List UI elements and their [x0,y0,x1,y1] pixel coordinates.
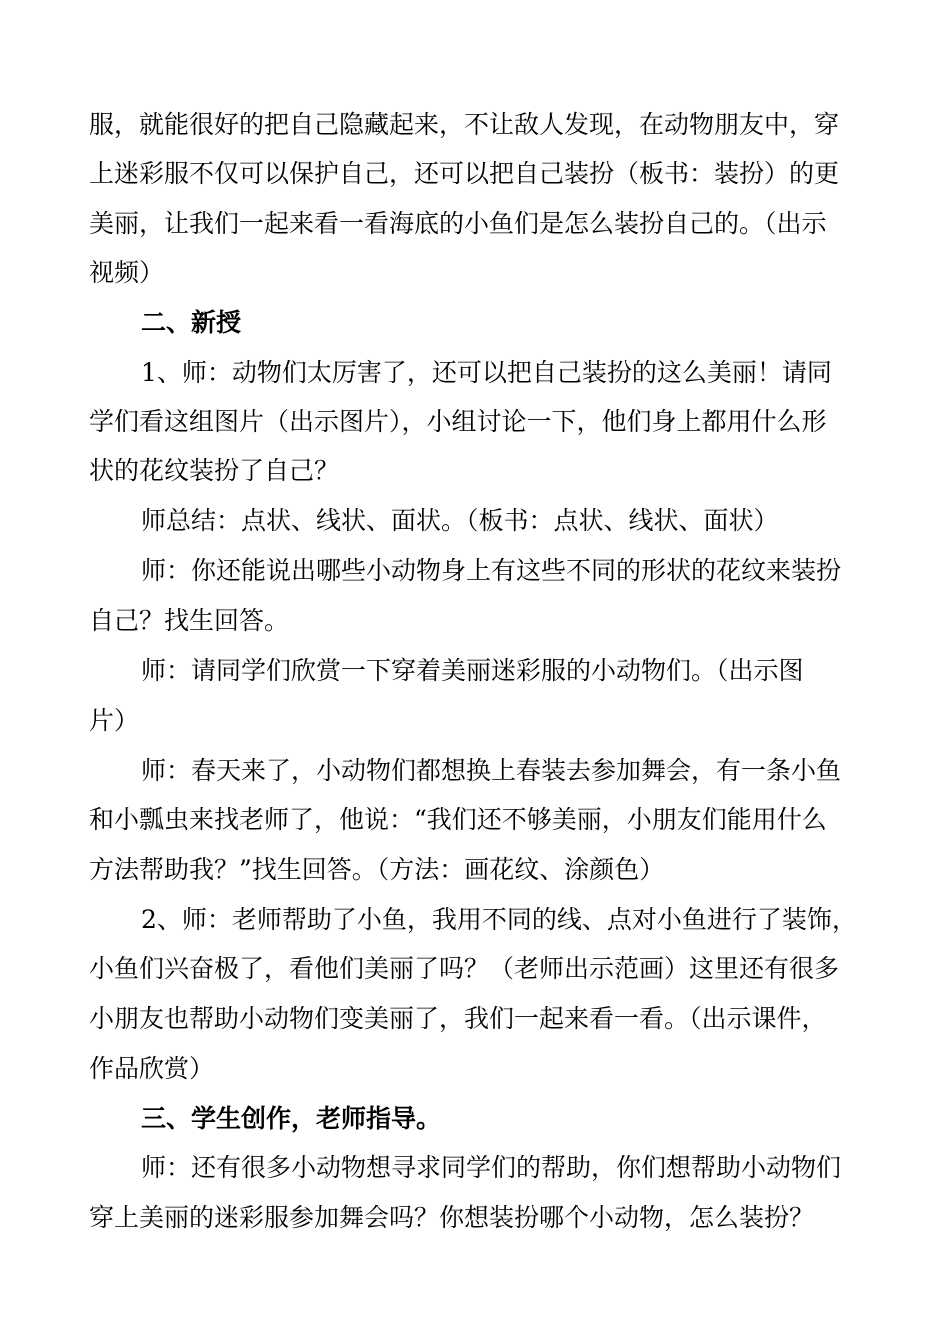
paragraph-line: 师：请同学们欣赏一下穿着美丽迷彩服的小动物们。（出示图 [141,656,804,685]
paragraph-line: 和小瓢虫来找老师了，他说：“我们还不够美丽，小朋友们能用什么 [89,805,827,834]
section-heading: 二、新授 [141,308,242,337]
paragraph-line: 视频） [89,258,165,287]
paragraph-line: 学们看这组图片（出示图片），小组讨论一下，他们身上都用什么形 [89,407,827,436]
paragraph-line: 小朋友也帮助小动物们变美丽了，我们一起来看一看。（出示课件， [89,1004,827,1033]
paragraph-line: 上迷彩服不仅可以保护自己，还可以把自己装扮（板书：装扮）的更 [89,159,840,188]
section-heading: 三、学生创作，老师指导。 [141,1104,442,1133]
paragraph-line: 自己？找生回答。 [89,606,290,635]
paragraph-line: 1、师：动物们太厉害了，还可以把自己装扮的这么美丽！请同 [141,358,832,387]
paragraph-line: 师总结：点状、线状、面状。（板书：点状、线状、面状） [141,506,779,535]
paragraph-line: 师：春天来了，小动物们都想换上春装去参加舞会，有一条小鱼 [141,756,842,785]
paragraph-line: 小鱼们兴奋极了，看他们美丽了吗？（老师出示范画）这里还有很多 [89,954,840,983]
paragraph-line: 穿上美丽的迷彩服参加舞会吗？你想装扮哪个小动物，怎么装扮？ [89,1203,815,1232]
paragraph-line: 师：你还能说出哪些小动物身上有这些不同的形状的花纹来装扮 [141,556,842,585]
paragraph-line: 作品欣赏） [89,1054,215,1083]
paragraph-line: 师：还有很多小动物想寻求同学们的帮助，你们想帮助小动物们 [141,1153,842,1182]
paragraph-line: 服，就能很好的把自己隐藏起来，不让敌人发现，在动物朋友中，穿 [89,110,840,139]
paragraph-line: 状的花纹装扮了自己？ [89,456,340,485]
paragraph-line: 方法帮助我？”找生回答。（方法：画花纹、涂颜色） [89,855,665,884]
paragraph-line: 美丽，让我们一起来看一看海底的小鱼们是怎么装扮自己的。（出示 [89,209,827,238]
paragraph-line: 片） [89,706,140,735]
paragraph-line: 2、师：老师帮助了小鱼，我用不同的线、点对小鱼进行了装饰， [141,905,857,934]
